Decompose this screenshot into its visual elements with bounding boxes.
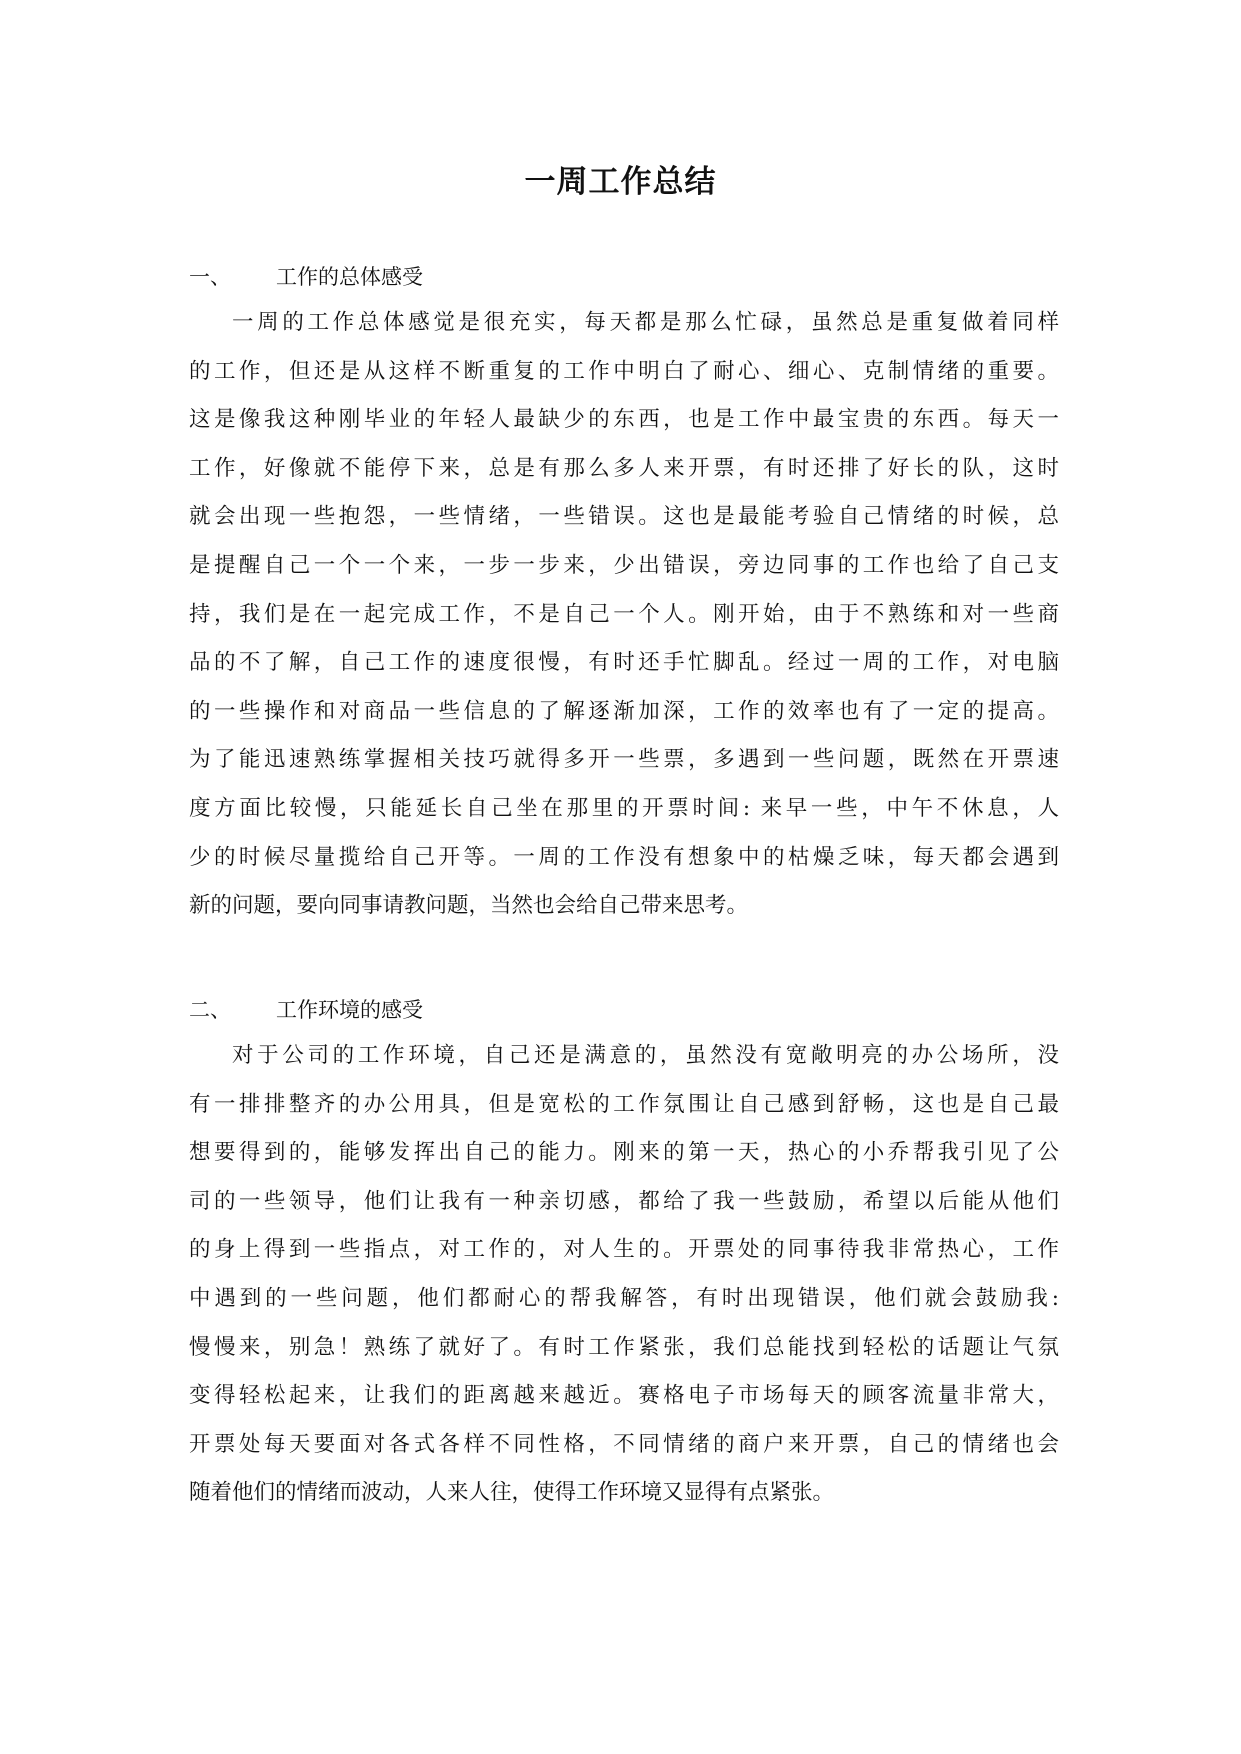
section-number: 一、 <box>189 265 231 289</box>
section-work-environment <box>189 988 1059 1518</box>
paragraph-line: 度方面比较慢，只能延长自己坐在那里的开票时间: 来早一些，中午不休息，人 <box>189 795 1059 821</box>
paragraph-line: 持，我们是在一起完成工作，不是自己一个人。刚开始，由于不熟练和对一些商 <box>189 601 1059 627</box>
paragraph-line: 对于公司的工作环境，自己还是满意的，虽然没有宽敞明亮的办公场所，没 <box>232 1043 1059 1068</box>
paragraph-line: 品的不了解，自己工作的速度很慢，有时还手忙脚乱。经过一周的工作，对电脑 <box>189 650 1059 676</box>
paragraph-line: 慢慢来，别急！熟练了就好了。有时工作紧张，我们总能找到轻松的话题让气氛 <box>189 1334 1059 1360</box>
document-title: 一周工作总结 <box>524 164 717 200</box>
paragraph-line: 是提醒自己一个一个来，一步一步来，少出错误，旁边同事的工作也给了自己支 <box>189 552 1059 578</box>
section-heading-text: 工作的总体感受 <box>276 265 423 289</box>
paragraph-line: 就会出现一些抱怨，一些情绪，一些错误。这也是最能考验自己情绪的时候，总 <box>189 504 1059 530</box>
paragraph-line: 想要得到的，能够发挥出自己的能力。刚来的第一天，热心的小乔帮我引见了公 <box>189 1140 1059 1166</box>
section-paragraph <box>189 299 1059 931</box>
section-number: 二、 <box>189 998 231 1022</box>
section-paragraph <box>189 1032 1059 1518</box>
section-overall-feelings <box>189 255 1059 931</box>
paragraph-line: 司的一些领导，他们让我有一种亲切感，都给了我一些鼓励，希望以后能从他们 <box>189 1188 1059 1214</box>
paragraph-line: 的一些操作和对商品一些信息的了解逐渐加深，工作的效率也有了一定的提高。 <box>189 698 1059 724</box>
paragraph-line: 有一排排整齐的办公用具，但是宽松的工作氛围让自己感到舒畅，这也是自己最 <box>189 1091 1059 1117</box>
section-heading <box>189 988 1059 1032</box>
section-heading <box>189 255 1059 299</box>
paragraph-line: 工作，好像就不能停下来，总是有那么多人来开票，有时还排了好长的队，这时 <box>189 455 1059 481</box>
paragraph-line: 的工作，但还是从这样不断重复的工作中明白了耐心、细心、克制情绪的重要。 <box>189 358 1059 384</box>
paragraph-line: 一周的工作总体感觉是很充实，每天都是那么忙碌，虽然总是重复做着同样 <box>232 310 1059 335</box>
paragraph-line: 少的时候尽量揽给自己开等。一周的工作没有想象中的枯燥乏味，每天都会遇到 <box>189 844 1059 870</box>
paragraph-line: 这是像我这种刚毕业的年轻人最缺少的东西，也是工作中最宝贵的东西。每天一 <box>189 407 1059 433</box>
paragraph-line: 开票处每天要面对各式各样不同性格，不同情绪的商户来开票，自己的情绪也会 <box>189 1431 1059 1457</box>
paragraph-line: 变得轻松起来，让我们的距离越来越近。赛格电子市场每天的顾客流量非常大， <box>189 1383 1059 1409</box>
section-heading-text: 工作环境的感受 <box>276 998 423 1022</box>
paragraph-line: 随着他们的情绪而波动，人来人往，使得工作环境又显得有点紧张。 <box>189 1480 835 1506</box>
paragraph-line: 中遇到的一些问题，他们都耐心的帮我解答，有时出现错误，他们就会鼓励我: <box>189 1285 1059 1311</box>
paragraph-line: 的身上得到一些指点，对工作的，对人生的。开票处的同事待我非常热心，工作 <box>189 1237 1059 1263</box>
paragraph-line: 为了能迅速熟练掌握相关技巧就得多开一些票，多遇到一些问题，既然在开票速 <box>189 747 1059 773</box>
paragraph-line: 新的问题，要向同事请教问题，当然也会给自己带来思考。 <box>189 893 749 919</box>
